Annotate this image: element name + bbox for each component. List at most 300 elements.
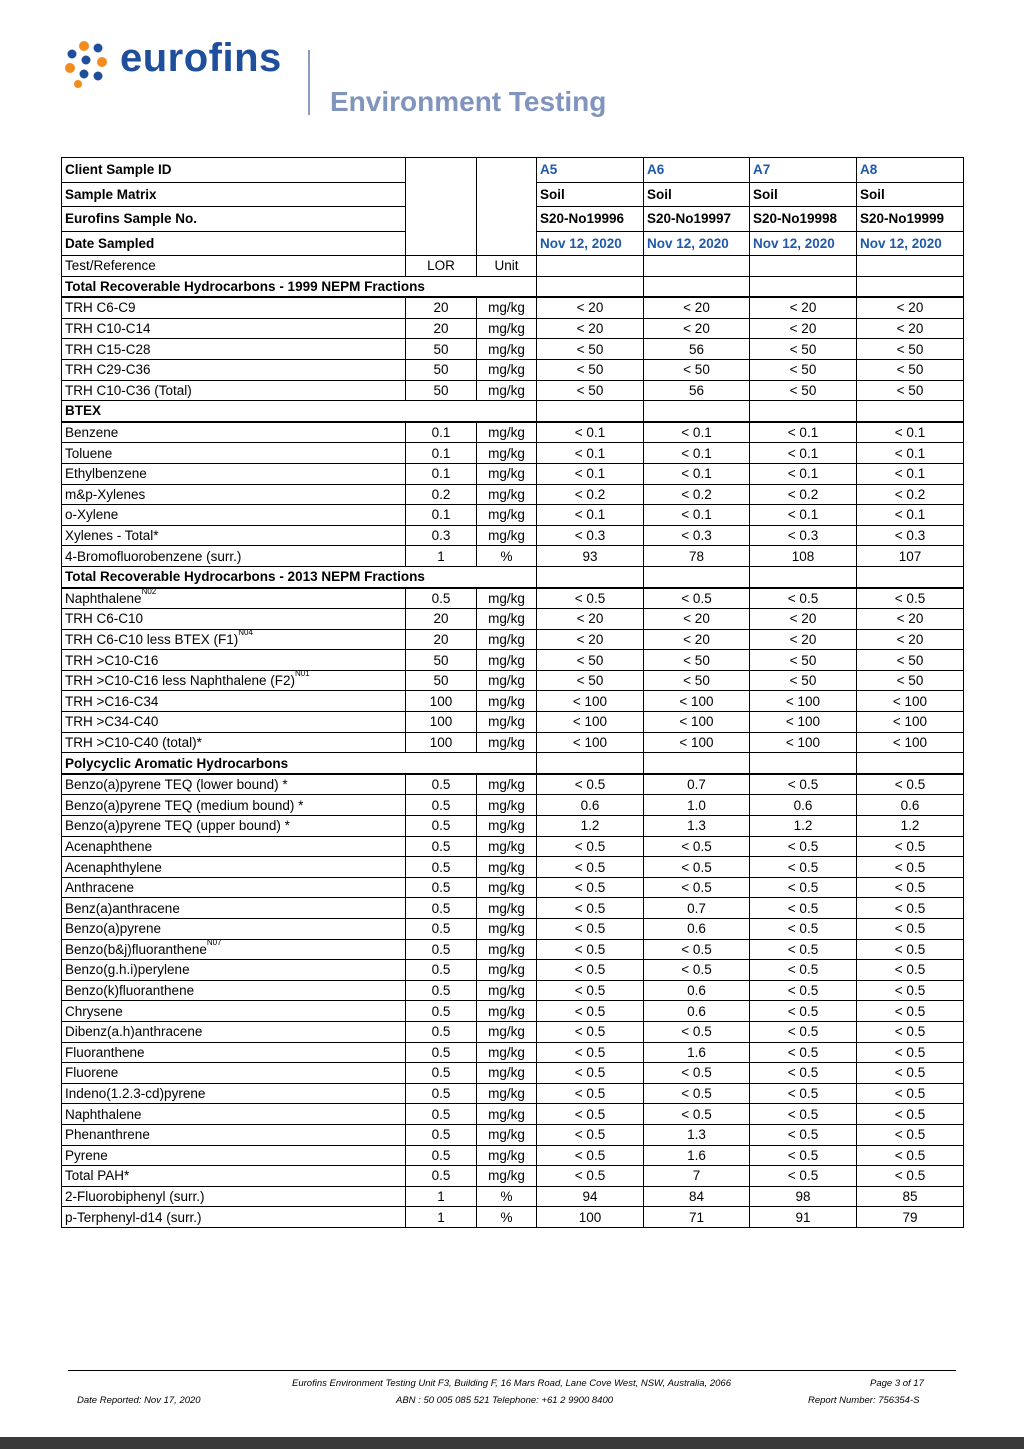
table-row (62, 1083, 964, 1104)
analyte-name-cell (62, 919, 406, 940)
sample-number: S20-No19996 (537, 207, 644, 232)
analyte-name: Total PAH* (65, 1168, 130, 1184)
section-empty-cell (644, 401, 750, 422)
analyte-name-cell (62, 795, 406, 816)
result-value: < 0.1 (857, 422, 964, 443)
lor-value: 50 (406, 339, 477, 360)
unit-value: mg/kg (477, 650, 537, 671)
result-value: 0.6 (857, 795, 964, 816)
unit-value: mg/kg (477, 857, 537, 878)
result-value: < 0.5 (537, 877, 644, 898)
unit-value: mg/kg (477, 463, 537, 484)
unit-value: mg/kg (477, 1083, 537, 1104)
header-subtitle: Environment Testing (330, 86, 607, 117)
lor-value: 0.2 (406, 484, 477, 505)
result-value: < 0.5 (644, 1021, 750, 1042)
lor-value: 0.5 (406, 774, 477, 795)
result-value: < 20 (537, 318, 644, 339)
analyte-name-cell (62, 525, 406, 546)
result-value: < 20 (857, 318, 964, 339)
unit-value: mg/kg (477, 1145, 537, 1166)
unit-value: mg/kg (477, 836, 537, 857)
lor-value: 0.5 (406, 939, 477, 960)
result-value: < 0.5 (857, 1145, 964, 1166)
date-sampled: Nov 12, 2020 (644, 231, 750, 256)
analyte-name: TRH >C34-C40 (65, 714, 159, 730)
unit-value: mg/kg (477, 505, 537, 526)
table-row (62, 1207, 964, 1228)
result-value: < 20 (750, 297, 857, 318)
footer-report-number: Report Number: 756354-S (808, 1395, 920, 1406)
result-value: < 0.2 (644, 484, 750, 505)
table-row (62, 670, 964, 691)
analyte-name: Xylenes - Total* (65, 528, 159, 544)
analyte-name: TRH >C10-C16 (65, 652, 159, 668)
lor-value: 1 (406, 546, 477, 567)
result-value: < 0.5 (537, 980, 644, 1001)
lor-value: 0.5 (406, 1001, 477, 1022)
lor-value: 100 (406, 691, 477, 712)
analyte-name: o-Xylene (65, 507, 119, 523)
lor-value: 0.5 (406, 857, 477, 878)
result-value: 107 (857, 546, 964, 567)
analyte-name: Toluene (65, 445, 113, 461)
section-title: Polycyclic Aromatic Hydrocarbons (62, 753, 537, 774)
result-value: < 50 (537, 380, 644, 401)
result-value: < 0.5 (857, 1021, 964, 1042)
analyte-name: TRH C6-C9 (65, 300, 136, 316)
unit-value: mg/kg (477, 877, 537, 898)
result-value: < 0.1 (644, 463, 750, 484)
result-value: 108 (750, 546, 857, 567)
analyte-name-cell (62, 857, 406, 878)
analyte-name: Dibenz(a.h)anthracene (65, 1024, 203, 1040)
lor-value: 0.5 (406, 1063, 477, 1084)
lor-value: 0.5 (406, 1166, 477, 1187)
analyte-name: Benzo(k)fluoranthene (65, 983, 195, 999)
analyte-name: TRH C29-C36 (65, 362, 151, 378)
analyte-name-cell (62, 980, 406, 1001)
lor-value: 20 (406, 629, 477, 650)
lor-value: 0.5 (406, 1042, 477, 1063)
table-row (62, 380, 964, 401)
analyte-name-cell (62, 443, 406, 464)
analyte-name-cell (62, 774, 406, 795)
table-row (62, 898, 964, 919)
lor-value: 1 (406, 1186, 477, 1207)
table-row (62, 588, 964, 609)
result-value: 0.6 (644, 1001, 750, 1022)
result-value: < 50 (750, 380, 857, 401)
unit-value: mg/kg (477, 422, 537, 443)
result-value: < 0.5 (857, 774, 964, 795)
result-value: < 0.5 (750, 877, 857, 898)
footer-page-number: Page 3 of 17 (870, 1378, 924, 1389)
result-value: < 0.5 (750, 919, 857, 940)
lor-value: 0.5 (406, 898, 477, 919)
analyte-name-cell (62, 1042, 406, 1063)
unit-value: mg/kg (477, 960, 537, 981)
result-value: < 0.5 (537, 1166, 644, 1187)
result-value: < 100 (644, 712, 750, 733)
analyte-name-cell (62, 939, 406, 960)
table-row (62, 1166, 964, 1187)
lor-header: LOR (406, 256, 477, 277)
table-row (62, 795, 964, 816)
analyte-name: Benzo(a)pyrene TEQ (lower bound) * (65, 777, 288, 793)
result-value: < 100 (537, 732, 644, 753)
analyte-name-cell (62, 1001, 406, 1022)
table-row (62, 484, 964, 505)
result-value: < 0.5 (644, 939, 750, 960)
result-value: 56 (644, 380, 750, 401)
result-value: < 0.5 (750, 1083, 857, 1104)
analyte-name-cell (62, 1063, 406, 1084)
lor-value: 0.5 (406, 1021, 477, 1042)
unit-value: mg/kg (477, 297, 537, 318)
analyte-name-cell (62, 359, 406, 380)
result-value: < 0.5 (537, 1104, 644, 1125)
sample-id: A7 (750, 158, 857, 183)
result-value: < 0.5 (750, 1124, 857, 1145)
result-value: < 0.3 (857, 525, 964, 546)
result-value: 1.3 (644, 1124, 750, 1145)
result-value: < 0.5 (537, 1001, 644, 1022)
result-value: < 50 (750, 650, 857, 671)
analyte-name: Phenanthrene (65, 1127, 150, 1143)
table-row (62, 1104, 964, 1125)
analyte-name: Pyrene (65, 1147, 108, 1163)
result-value: < 50 (644, 359, 750, 380)
result-value: < 0.5 (750, 836, 857, 857)
result-value: < 0.5 (857, 1166, 964, 1187)
table-row (62, 546, 964, 567)
result-value: < 0.5 (644, 836, 750, 857)
header-row-date-sampled (62, 231, 964, 256)
header-row-test-reference (62, 256, 964, 277)
unit-value: mg/kg (477, 318, 537, 339)
analyte-name-cell (62, 1083, 406, 1104)
section-header-row (62, 401, 964, 422)
result-value: 71 (644, 1207, 750, 1228)
result-value: < 0.5 (644, 857, 750, 878)
analyte-name: Benzo(b&j)fluoranthene (65, 941, 207, 957)
table-row (62, 877, 964, 898)
result-value: 1.2 (857, 816, 964, 837)
lor-value: 0.5 (406, 980, 477, 1001)
result-value: < 0.5 (750, 774, 857, 795)
result-value: < 0.1 (857, 505, 964, 526)
section-empty-cell (644, 566, 750, 587)
result-value: < 100 (750, 691, 857, 712)
table-row (62, 816, 964, 837)
result-value: < 0.1 (857, 463, 964, 484)
result-value: < 0.5 (857, 836, 964, 857)
result-value: < 0.5 (750, 1021, 857, 1042)
result-value: < 0.5 (537, 588, 644, 609)
analyte-name-cell (62, 1104, 406, 1125)
result-value: < 20 (644, 609, 750, 630)
result-value: < 0.5 (857, 1063, 964, 1084)
result-value: < 20 (857, 609, 964, 630)
analyte-name-cell (62, 836, 406, 857)
result-value: < 0.5 (750, 1104, 857, 1125)
sample-matrix: Soil (857, 182, 964, 207)
unit-value: mg/kg (477, 588, 537, 609)
analyte-name: Fluorene (65, 1065, 119, 1081)
table-row (62, 463, 964, 484)
section-empty-cell (644, 276, 750, 297)
analyte-name: TRH C6-C10 (65, 611, 144, 627)
analyte-name-cell (62, 1186, 406, 1207)
analyte-name-cell (62, 1124, 406, 1145)
analyte-name-cell (62, 1207, 406, 1228)
unit-value: mg/kg (477, 359, 537, 380)
analyte-name-cell (62, 1166, 406, 1187)
date-sampled: Nov 12, 2020 (537, 231, 644, 256)
unit-value: mg/kg (477, 443, 537, 464)
result-value: 94 (537, 1186, 644, 1207)
date-sampled: Nov 12, 2020 (750, 231, 857, 256)
sample-id: A8 (857, 158, 964, 183)
result-value: < 0.1 (537, 443, 644, 464)
lor-value: 20 (406, 609, 477, 630)
result-value: < 0.5 (857, 960, 964, 981)
analyte-name-cell (62, 463, 406, 484)
result-value: < 100 (644, 691, 750, 712)
result-value: < 50 (750, 339, 857, 360)
lor-value: 50 (406, 359, 477, 380)
lor-value: 0.1 (406, 443, 477, 464)
analyte-name: Benzo(a)pyrene TEQ (upper bound) * (65, 818, 290, 834)
analyte-name: Acenaphthylene (65, 859, 162, 875)
table-row (62, 1001, 964, 1022)
result-value: 1.2 (750, 816, 857, 837)
table-row (62, 960, 964, 981)
section-empty-cell (537, 566, 644, 587)
section-header-row (62, 566, 964, 587)
lor-value: 0.5 (406, 795, 477, 816)
result-value: < 0.5 (644, 960, 750, 981)
analyte-name-cell (62, 505, 406, 526)
page-bottom-edge (0, 1437, 1024, 1449)
lor-value: 0.5 (406, 1145, 477, 1166)
result-value: < 0.3 (644, 525, 750, 546)
result-value: < 0.5 (537, 774, 644, 795)
footer-address: Eurofins Environment Testing Unit F3, Building F, 16 Mars Road, Lane Cove West, NSW, Australia, 2066 (292, 1378, 731, 1389)
result-value: < 0.1 (537, 422, 644, 443)
result-value: < 0.5 (857, 919, 964, 940)
lor-value: 0.5 (406, 1104, 477, 1125)
table-row (62, 318, 964, 339)
result-value: 98 (750, 1186, 857, 1207)
header-row-client-sample-id (62, 158, 964, 183)
section-empty-cell (750, 753, 857, 774)
table-row (62, 836, 964, 857)
analyte-name-cell (62, 546, 406, 567)
result-value: < 20 (644, 629, 750, 650)
result-value: 1.6 (644, 1145, 750, 1166)
analyte-name-cell (62, 484, 406, 505)
result-value: 0.7 (644, 898, 750, 919)
analyte-name-cell (62, 1145, 406, 1166)
result-value: < 0.5 (537, 1083, 644, 1104)
result-value: 78 (644, 546, 750, 567)
result-value: < 0.1 (644, 505, 750, 526)
header-divider (308, 50, 310, 115)
analyte-name-cell (62, 898, 406, 919)
result-value: < 0.5 (644, 877, 750, 898)
result-value: < 0.5 (857, 980, 964, 1001)
table-row (62, 712, 964, 733)
result-value: < 100 (857, 712, 964, 733)
section-empty-cell (537, 753, 644, 774)
unit-value: mg/kg (477, 816, 537, 837)
analyte-name-cell (62, 609, 406, 630)
result-value: 1.6 (644, 1042, 750, 1063)
unit-value: mg/kg (477, 1042, 537, 1063)
result-value: < 100 (857, 691, 964, 712)
table-row (62, 1021, 964, 1042)
result-value: 0.6 (537, 795, 644, 816)
result-value: < 20 (857, 629, 964, 650)
unit-value: mg/kg (477, 980, 537, 1001)
label-client-sample-id: Client Sample ID (62, 158, 406, 183)
unit-value: mg/kg (477, 898, 537, 919)
label-date-sampled: Date Sampled (62, 231, 406, 256)
result-value: < 0.5 (537, 836, 644, 857)
result-value: < 0.3 (750, 525, 857, 546)
analyte-name-cell (62, 422, 406, 443)
sample-matrix: Soil (750, 182, 857, 207)
result-value: < 0.5 (750, 939, 857, 960)
analyte-name-cell (62, 629, 406, 650)
result-value: < 0.2 (857, 484, 964, 505)
table-row (62, 857, 964, 878)
result-value: < 0.5 (537, 1145, 644, 1166)
result-value: < 0.5 (750, 898, 857, 919)
analyte-name-cell (62, 297, 406, 318)
analyte-name-cell (62, 650, 406, 671)
result-value: < 0.3 (537, 525, 644, 546)
unit-value: mg/kg (477, 919, 537, 940)
section-empty-cell (857, 753, 964, 774)
label-eurofins-sample-no: Eurofins Sample No. (62, 207, 406, 232)
table-row (62, 359, 964, 380)
result-value: < 0.5 (750, 1001, 857, 1022)
result-value: 0.6 (644, 919, 750, 940)
unit-value: mg/kg (477, 691, 537, 712)
result-value: < 0.1 (750, 463, 857, 484)
table-row (62, 525, 964, 546)
table-row (62, 774, 964, 795)
table-row (62, 609, 964, 630)
unit-value: mg/kg (477, 732, 537, 753)
analyte-name: TRH C10-C36 (Total) (65, 382, 192, 398)
table-row (62, 443, 964, 464)
result-value: < 50 (750, 359, 857, 380)
lor-value: 50 (406, 650, 477, 671)
table-row (62, 1063, 964, 1084)
result-value: < 50 (537, 650, 644, 671)
unit-value: mg/kg (477, 609, 537, 630)
result-value: < 50 (537, 670, 644, 691)
result-value: 7 (644, 1166, 750, 1187)
analyte-name: Anthracene (65, 880, 135, 896)
result-value: < 20 (537, 629, 644, 650)
eurofins-logo (64, 36, 304, 90)
result-value: < 0.5 (857, 1083, 964, 1104)
result-value: < 0.5 (750, 1145, 857, 1166)
section-empty-cell (537, 401, 644, 422)
lor-value: 0.5 (406, 877, 477, 898)
analyte-name-cell (62, 712, 406, 733)
result-value: < 20 (644, 318, 750, 339)
analyte-name: TRH >C16-C34 (65, 693, 159, 709)
unit-value: mg/kg (477, 629, 537, 650)
unit-value: mg/kg (477, 670, 537, 691)
unit-value: mg/kg (477, 380, 537, 401)
lor-value: 0.1 (406, 422, 477, 443)
analyte-name-cell (62, 380, 406, 401)
result-value: < 50 (857, 359, 964, 380)
unit-value: mg/kg (477, 1124, 537, 1145)
unit-value: mg/kg (477, 1021, 537, 1042)
lor-value: 0.5 (406, 1083, 477, 1104)
analyte-name-cell (62, 339, 406, 360)
result-value: < 0.5 (537, 1042, 644, 1063)
unit-value: % (477, 1207, 537, 1228)
result-value: < 0.5 (750, 980, 857, 1001)
result-value: < 0.1 (750, 505, 857, 526)
analyte-name: Benzo(a)pyrene TEQ (medium bound) * (65, 797, 304, 813)
result-value: < 100 (857, 732, 964, 753)
result-value: < 0.1 (537, 505, 644, 526)
result-value: < 100 (537, 712, 644, 733)
analyte-note-ref: N01 (294, 670, 310, 679)
table-row (62, 650, 964, 671)
result-value: < 0.5 (750, 1166, 857, 1187)
result-value: < 100 (644, 732, 750, 753)
analyte-name: Acenaphthene (65, 838, 153, 854)
analyte-name: TRH C10-C14 (65, 321, 151, 337)
result-value: < 0.5 (644, 588, 750, 609)
section-header-row (62, 753, 964, 774)
lor-value: 0.5 (406, 836, 477, 857)
table-row (62, 297, 964, 318)
result-value: < 0.5 (537, 898, 644, 919)
header-row-sample-no (62, 207, 964, 232)
lor-value: 0.5 (406, 919, 477, 940)
unit-value: mg/kg (477, 1001, 537, 1022)
lor-value: 0.1 (406, 505, 477, 526)
analyte-name: 4-Bromofluorobenzene (surr.) (65, 548, 242, 564)
result-value: < 0.5 (857, 1104, 964, 1125)
result-value: 0.7 (644, 774, 750, 795)
table-row (62, 919, 964, 940)
result-value: < 0.5 (537, 1063, 644, 1084)
unit-value: % (477, 1186, 537, 1207)
unit-value: mg/kg (477, 1063, 537, 1084)
unit-header: Unit (477, 256, 537, 277)
analyte-name-cell (62, 588, 406, 609)
analyte-name: TRH C6-C10 less BTEX (F1) (65, 631, 239, 647)
result-value: < 0.5 (644, 1063, 750, 1084)
result-value: < 0.5 (857, 898, 964, 919)
result-value: < 20 (857, 297, 964, 318)
unit-value: mg/kg (477, 795, 537, 816)
result-value: < 20 (750, 609, 857, 630)
